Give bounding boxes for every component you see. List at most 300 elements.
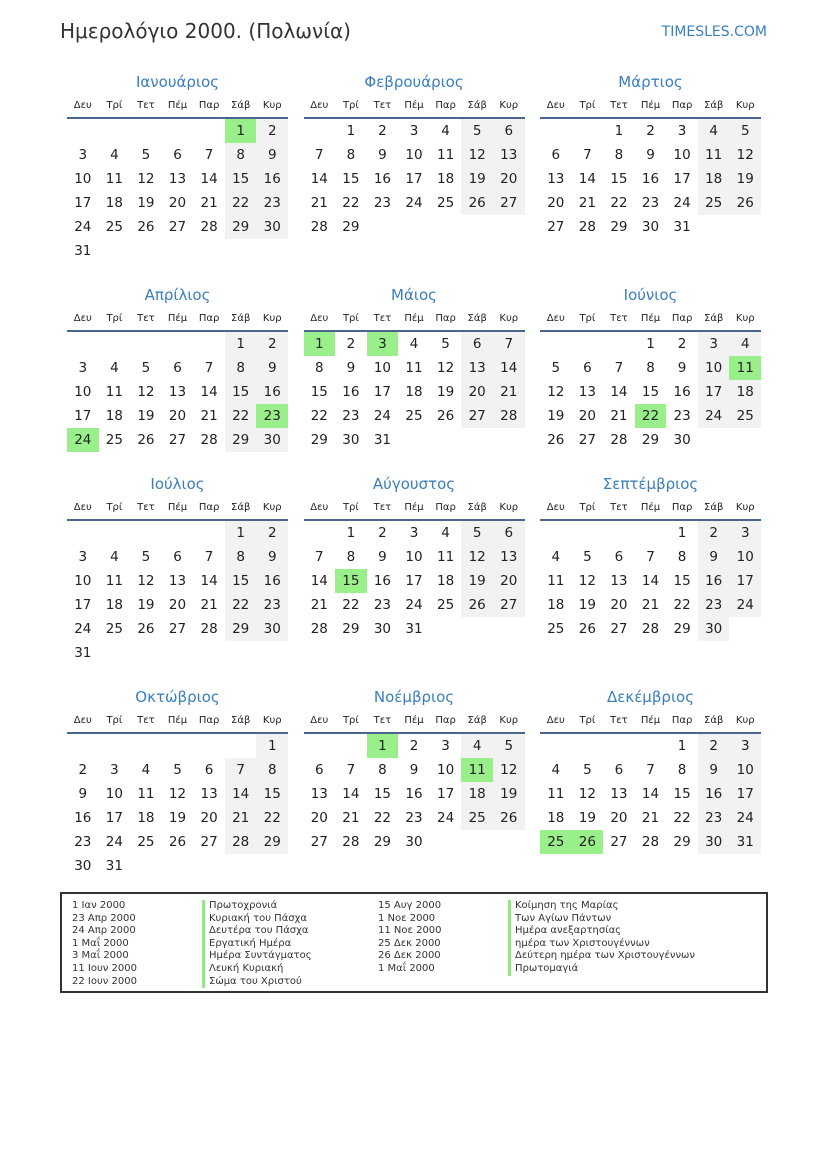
day-cell: 12 [461,545,493,569]
day-cell: 21 [610,408,628,424]
day-cell [162,119,194,143]
day-cell: 13 [310,786,328,802]
day-cell: 23 [373,597,392,613]
day-cell: 29 [641,432,660,448]
day-cell: 7 [225,758,257,782]
day-cell: 19 [168,810,187,826]
day-cell: 25 [437,597,455,613]
day-cell [130,119,162,143]
day-cell: 5 [729,119,761,143]
weekday-label: Δευ [73,100,92,111]
day-cell: 15 [225,380,257,404]
month-10 [67,685,288,898]
day-cell: 3 [78,147,88,163]
day-cell: 24 [729,806,761,830]
day-cell: 28 [200,621,218,637]
day-cell: 16 [373,573,392,589]
week-row [67,521,288,545]
day-cell: 5 [141,360,151,376]
day-cell [572,332,604,356]
day-cell: 11 [437,549,455,565]
weekday-label: Παρ [435,100,456,111]
day-cell: 6 [614,549,624,565]
week-row [67,167,288,191]
day-cell: 18 [547,810,565,826]
week-row [540,617,761,641]
legend-names [202,900,312,988]
weekday-label: Τετ [373,100,392,111]
day-cell: 22 [342,195,360,211]
day-cell: 5 [493,734,525,758]
legend-holiday-name: Δεύτερη ημέρα των Χριστουγέννων [508,950,695,963]
day-cell: 22 [256,806,288,830]
day-cell: 15 [673,786,691,802]
day-cell: 21 [641,810,660,826]
day-cell [304,521,336,545]
day-cell: 12 [493,758,525,782]
day-cell [430,215,462,239]
day-cell [398,215,430,239]
day-cell [493,428,525,452]
day-cell: 20 [461,380,493,404]
day-cell: 1 [256,734,288,758]
day-cell: 28 [641,621,660,637]
day-cell: 13 [547,171,565,187]
day-cell: 13 [578,384,596,400]
week-row [67,569,288,593]
day-cell: 8 [225,143,257,167]
day-cell: 17 [405,171,423,187]
day-cell: 25 [137,834,155,850]
day-cell: 19 [547,408,565,424]
day-cell: 11 [105,171,123,187]
day-cell [193,854,225,878]
day-cell: 29 [342,621,360,637]
week-row [540,356,761,380]
month-row [67,685,761,898]
day-cell: 19 [137,408,155,424]
day-cell: 4 [409,336,419,352]
week-row [304,782,525,806]
day-cell: 29 [225,215,257,239]
day-cell [256,641,288,665]
day-cell: 27 [610,621,628,637]
day-cell: 1 [346,123,356,139]
day-cell: 21 [493,380,525,404]
day-cell: 9 [698,545,730,569]
day-cell [698,428,730,452]
day-cell [572,521,604,545]
day-cell: 20 [168,597,187,613]
day-cell: 27 [168,432,187,448]
day-cell: 3 [110,762,119,778]
day-cell: 15 [673,573,691,589]
day-cell: 9 [256,356,288,380]
day-cell [193,641,225,665]
day-cell: 3 [409,525,419,541]
weekday-header [67,497,288,521]
week-row [540,404,761,428]
day-cell: 10 [673,147,691,163]
day-cell: 18 [437,171,455,187]
day-cell: 16 [256,569,288,593]
day-cell: 10 [74,171,92,187]
day-cell: 26 [461,191,493,215]
day-cell: 18 [405,384,423,400]
day-cell: 24 [373,408,392,424]
week-row [540,521,761,545]
day-cell: 13 [610,573,628,589]
brand-link[interactable]: TIMESLES.COM [661,24,767,40]
day-cell: 31 [673,219,691,235]
week-row [540,428,761,452]
day-cell: 6 [173,147,182,163]
month-title: Ιανουάριος [135,73,219,91]
day-cell: 7 [646,549,655,565]
day-cell: 20 [200,810,218,826]
day-cell: 4 [110,360,119,376]
day-cell: 6 [204,762,214,778]
day-cell: 6 [583,360,592,376]
day-cell: 6 [314,762,324,778]
weekday-label: Τρί [579,502,596,513]
day-cell: 24 [698,404,730,428]
week-row [304,830,525,854]
week-row [304,143,525,167]
day-cell: 18 [698,167,730,191]
day-cell: 9 [256,545,288,569]
month-2 [304,70,525,283]
weekday-label: Τρί [342,100,359,111]
day-cell: 27 [493,191,525,215]
legend-names [508,900,695,976]
weekday-label: Τετ [610,715,628,726]
day-cell: 16 [256,380,288,404]
month-title: Ιούνιος [623,286,678,304]
weekday-label: Τρί [106,715,123,726]
day-cell: 16 [256,167,288,191]
day-cell: 1 [677,525,687,541]
day-cell [635,734,667,758]
day-cell: 12 [578,786,596,802]
day-cell: 22 [373,810,392,826]
day-cell: 10 [373,360,392,376]
day-cell: 10 [698,356,730,380]
day-cell: 4 [551,549,561,565]
day-cell: 4 [729,332,761,356]
day-cell: 16 [74,810,92,826]
day-cell: 11 [405,360,423,376]
month-title: Απρίλιος [144,286,211,304]
day-cell: 5 [551,360,561,376]
day-cell: 30 [256,617,288,641]
day-cell: 6 [173,549,182,565]
day-cell [430,830,462,854]
week-row [304,545,525,569]
month-title: Οκτώβριος [135,688,220,706]
holiday-day-cell: 26 [572,830,604,854]
day-cell: 25 [437,195,455,211]
day-cell: 3 [698,332,730,356]
day-cell: 15 [256,782,288,806]
day-cell [130,854,162,878]
day-cell [99,521,131,545]
week-row [67,806,288,830]
weekday-label: Δευ [546,313,565,324]
day-cell: 11 [547,573,565,589]
day-cell: 29 [225,617,257,641]
legend-date: 11 Ιουν 2000 [72,962,137,974]
weekday-label: Τρί [106,100,123,111]
day-cell: 17 [405,573,423,589]
day-cell [99,119,131,143]
day-cell: 29 [673,834,691,850]
day-cell: 27 [493,593,525,617]
day-cell: 4 [441,123,450,139]
day-cell: 8 [646,360,655,376]
day-cell [67,332,99,356]
year-grid [67,70,761,898]
day-cell: 2 [378,123,387,139]
day-cell [304,734,336,758]
day-cell: 13 [610,786,628,802]
day-cell: 18 [105,597,123,613]
weekday-label: Σάβ [467,502,487,513]
month-row [67,283,761,472]
weekday-header [304,497,525,521]
weekday-header [304,308,525,332]
day-cell: 16 [641,171,660,187]
day-cell: 12 [547,384,565,400]
week-row [67,593,288,617]
weekday-label: Παρ [435,715,456,726]
day-cell: 10 [74,384,92,400]
day-cell: 17 [729,569,761,593]
day-cell [461,215,493,239]
day-cell: 7 [493,332,525,356]
week-row [540,143,761,167]
day-cell [603,521,635,545]
weekday-label: Παρ [671,313,693,324]
day-cell: 15 [373,786,392,802]
day-cell [335,734,367,758]
day-cell: 24 [729,593,761,617]
weekday-label: Σάβ [704,100,724,111]
week-row [304,521,525,545]
day-cell: 27 [200,834,218,850]
day-cell: 4 [551,762,561,778]
day-cell: 25 [105,621,123,637]
week-row [540,593,761,617]
day-cell: 8 [677,549,687,565]
weekday-label: Τετ [610,100,628,111]
day-cell: 14 [310,573,328,589]
day-cell: 2 [646,123,655,139]
day-cell: 7 [614,360,624,376]
week-row [540,758,761,782]
day-cell: 28 [610,432,628,448]
month-row [67,70,761,283]
day-cell: 29 [310,432,328,448]
day-cell: 14 [578,171,596,187]
week-row [304,734,525,758]
day-cell [193,521,225,545]
legend-holiday-name: Των Αγίων Πάντων [508,913,695,926]
day-cell: 5 [141,147,151,163]
day-cell: 13 [168,384,187,400]
day-cell: 6 [614,762,624,778]
month-7 [67,472,288,685]
day-cell: 2 [256,332,288,356]
day-cell: 8 [614,147,624,163]
weekday-label: Δευ [310,715,329,726]
day-cell: 28 [641,834,660,850]
legend-date: 23 Απρ 2000 [72,912,136,924]
day-cell: 30 [405,834,423,850]
day-cell [603,332,635,356]
day-cell: 29 [610,219,628,235]
page-title: Ημερολόγιο 2000. (Πολωνία) [60,19,351,43]
day-cell: 6 [493,521,525,545]
day-cell: 9 [378,147,387,163]
legend-dates [378,900,442,976]
day-cell: 13 [168,171,187,187]
day-cell: 16 [698,782,730,806]
legend-holiday-name: Σώμα του Χριστού [202,976,312,989]
day-cell: 7 [204,360,214,376]
day-cell: 18 [729,380,761,404]
weekday-label: Πέμ [640,313,661,324]
weekday-label: Πέμ [167,715,188,726]
holiday-day-cell: 25 [540,830,572,854]
weekday-label: Πέμ [404,313,424,324]
day-cell [193,332,225,356]
weekday-header [67,710,288,734]
week-row [304,428,525,452]
day-cell: 10 [437,762,455,778]
weekday-label: Πέμ [167,502,188,513]
day-cell: 4 [698,119,730,143]
weekday-label: Τετ [373,502,392,513]
weekday-label: Σάβ [231,715,251,726]
day-cell: 6 [173,360,182,376]
day-cell [225,854,257,878]
day-cell: 20 [610,597,628,613]
day-cell: 19 [461,569,493,593]
day-cell: 7 [346,762,356,778]
week-row [304,593,525,617]
day-cell [603,734,635,758]
day-cell: 20 [547,195,565,211]
day-cell [729,617,761,641]
day-cell: 28 [200,219,218,235]
day-cell: 5 [583,762,592,778]
day-cell [493,617,525,641]
week-row [304,569,525,593]
weekday-label: Κυρ [499,100,519,111]
day-cell: 21 [225,806,257,830]
weekday-header [304,95,525,119]
weekday-label: Σάβ [704,715,724,726]
day-cell: 9 [256,143,288,167]
day-cell [367,215,399,239]
day-cell: 19 [729,167,761,191]
day-cell: 8 [225,545,257,569]
day-cell: 14 [342,786,360,802]
weekday-label: Παρ [198,313,220,324]
day-cell [461,830,493,854]
day-cell: 11 [547,786,565,802]
weekday-label: Τρί [342,313,359,324]
week-row [67,119,288,143]
day-cell: 11 [698,143,730,167]
day-cell: 31 [405,621,423,637]
day-cell [729,428,761,452]
day-cell: 14 [641,786,660,802]
legend-holiday-name: Κοίμηση της Μαρίας [508,900,695,913]
day-cell [225,239,257,263]
day-cell: 10 [405,549,423,565]
day-cell [729,215,761,239]
day-cell: 25 [461,806,493,830]
day-cell: 11 [105,573,123,589]
week-row [540,830,761,854]
month-1 [67,70,288,283]
month-row [67,472,761,685]
day-cell: 9 [409,762,419,778]
holiday-day-cell: 22 [635,404,667,428]
week-row [67,332,288,356]
day-cell: 21 [310,597,328,613]
day-cell: 17 [74,408,92,424]
day-cell: 4 [110,549,119,565]
day-cell: 19 [437,384,455,400]
day-cell [698,215,730,239]
day-cell: 15 [610,171,628,187]
day-cell: 8 [256,758,288,782]
week-row [540,119,761,143]
day-cell: 18 [137,810,155,826]
day-cell [572,734,604,758]
day-cell [162,332,194,356]
day-cell: 16 [698,569,730,593]
day-cell: 3 [441,738,450,754]
legend-holiday-name: Εργατική Ημέρα [202,938,312,951]
week-row [540,806,761,830]
day-cell: 30 [698,617,730,641]
day-cell: 9 [646,147,655,163]
holiday-day-cell: 15 [335,569,367,593]
day-cell: 23 [405,810,423,826]
day-cell: 15 [225,569,257,593]
weekday-label: Τετ [610,502,628,513]
day-cell [572,119,604,143]
day-cell: 21 [578,195,596,211]
week-row [540,545,761,569]
day-cell: 3 [78,549,88,565]
day-cell: 2 [378,525,387,541]
legend-holiday-name: Ημέρα ανεξαρτησίας [508,925,695,938]
day-cell: 26 [137,432,155,448]
day-cell: 30 [256,428,288,452]
day-cell: 25 [729,404,761,428]
day-cell [635,521,667,545]
weekday-label: Τρί [579,715,596,726]
week-row [67,215,288,239]
day-cell: 22 [310,408,328,424]
week-row [540,782,761,806]
day-cell [540,521,572,545]
